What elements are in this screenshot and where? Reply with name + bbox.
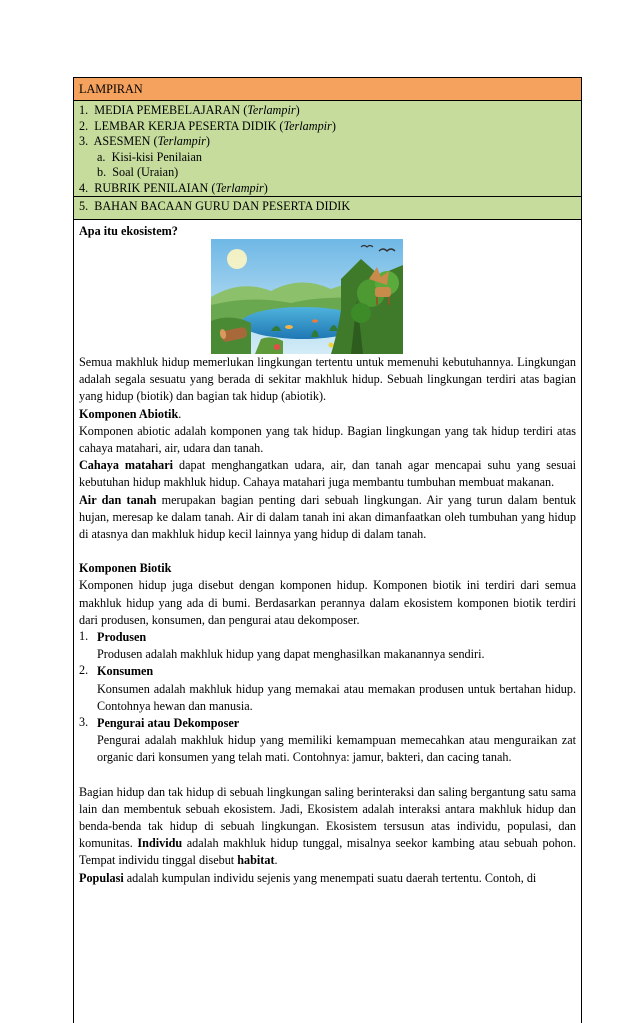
biotik-heading: Komponen Biotik	[79, 561, 172, 576]
appendix-list	[74, 101, 581, 197]
section-question: Apa itu ekosistem?	[79, 224, 178, 238]
appendix-header: LAMPIRAN	[74, 77, 581, 101]
abiotik-paragraph: Komponen abiotic adalah komponen yang tak hidup. Bagian lingkungan yang tak hidup terdiri atas cahaya matahari, air, udara dan tanah.	[79, 423, 576, 456]
ecosystem-illustration	[211, 239, 403, 354]
biotik-list-item: 1. Produsen Produsen adalah makhluk hidup yang dapat menghasilkan makanannya sendiri.	[79, 629, 485, 662]
ekosistem-paragraph: Bagian hidup dan tak hidup di sebuah lingkungan saling berinteraksi dan saling bergantung satu sama lain dan membentuk sebuah ekosistem. Jadi, Ekosistem adalah interaksi antara makhluk hidup dan benda-benda tak hidup di sebuah lingkungan. Ekosistem tersusun atas individu, populasi, dan komunitas. Individu adalah makhluk hidup tunggal, misalnya seekor kambing atau sebuah pohon. Tempat individu tinggal disebut habitat.	[79, 784, 577, 868]
biotik-list-item: 3. Pengurai atau Dekomposer Pengurai adalah makhluk hidup yang memiliki kemampuan memecahkan atau menguraikan zat organic dari konsumen yang telah mati. Contohnya: jamur, bakteri, dan cacing tanah.	[79, 715, 576, 765]
appendix-item: 3. ASESMEN (Terlampir)	[79, 134, 210, 148]
appendix-item: 4. RUBRIK PENILAIAN (Terlampir)	[79, 180, 268, 195]
appendix-subitem: b. Soal (Uraian)	[97, 165, 179, 179]
biotik-list-item: 2. Konsumen Konsumen adalah makhluk hidup yang memakai atau memakan produsen untuk bertahan hidup. Contohnya hewan dan manusia.	[79, 663, 576, 713]
appendix-item: 2. LEMBAR KERJA PESERTA DIDIK (Terlampir)	[79, 118, 336, 133]
abiotik-heading: Komponen Abiotik.	[79, 406, 182, 421]
appendix-item-reading: 5. BAHAN BACAAN GURU DAN PESERTA DIDIK	[74, 197, 581, 220]
cahaya-paragraph: Cahaya matahari dapat menghangatkan udara, air, dan tanah agar mencapai suhu yang sesuai kebutuhan hidup makhluk hidup. Cahaya matahari juga membantu tumbuhan membuat makanan.	[79, 458, 576, 490]
populasi-paragraph: Populasi adalah kumpulan individu sejenis yang menempati suatu daerah tertentu. Contoh, di	[79, 870, 537, 885]
appendix-table	[73, 77, 582, 1023]
intro-paragraph: Semua makhluk hidup memerlukan lingkungan tertentu untuk memenuhi kebutuhannya. Lingkungan adalah segala sesuatu yang berada di sekitar makhluk hidup. Sebuah lingkungan terdiri atas bagian yang hidup (biotik) dan bagian tak hidup (abiotik).	[79, 355, 576, 404]
appendix-item: 1. MEDIA PEMEBELAJARAN (Terlampir)	[79, 103, 300, 117]
reading-content	[74, 223, 581, 1023]
air-tanah-paragraph: Air dan tanah merupakan bagian penting dari sebuah lingkungan. Air yang turun dalam bentuk hujan, meresap ke dalam tanah. Air di dalam tanah ini akan dimanfaatkan oleh tumbuhan yang hidup di atasnya dan makhluk hidup kecil lainnya yang hidup di dalam tanah.	[79, 492, 576, 542]
biotik-paragraph: Komponen hidup juga disebut dengan komponen hidup. Komponen biotik ini terdiri dari semua makhluk hidup yang ada di bumi. Berdasarkan perannya dalam ekosistem komponen biotik terdiri dari produsen, konsumen, dan pengurai atau dekomposer.	[79, 578, 576, 627]
appendix-subitem: a. Kisi-kisi Penilaian	[97, 149, 202, 164]
